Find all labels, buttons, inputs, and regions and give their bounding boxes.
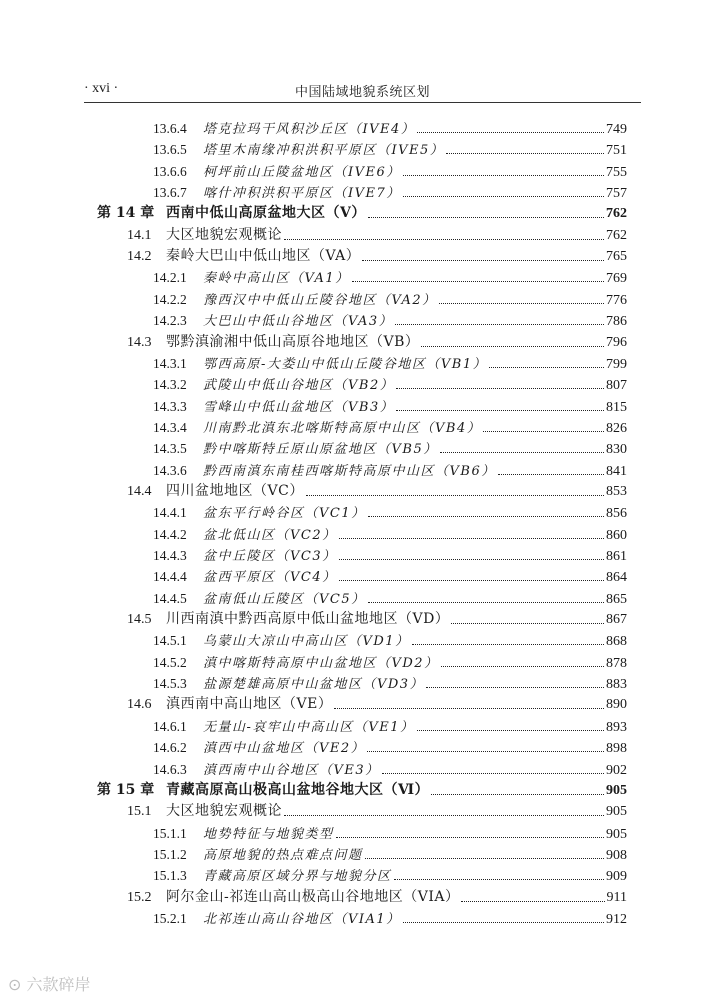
toc-subsection-entry — [153, 823, 627, 844]
toc-chapter-entry — [97, 780, 627, 801]
entry-page-number: 860 — [606, 527, 627, 543]
toc-subsection-entry — [153, 545, 627, 566]
entry-number: 14.3.1 — [153, 355, 187, 371]
dot-leader — [306, 495, 604, 496]
entry-page-number: 908 — [606, 847, 627, 863]
dot-leader — [394, 879, 604, 880]
entry-number: 14.6 — [127, 697, 152, 713]
entry-title: 盆中丘陵区（VC3） — [203, 549, 337, 564]
dot-leader — [417, 132, 604, 133]
entry-number: 15.1.2 — [153, 846, 187, 862]
toc-subsection-entry — [153, 139, 627, 160]
entry-title: 秦岭中高山区（VA1） — [203, 271, 350, 287]
entry-title: 鄂西高原-大娄山中低山丘陵谷地区（VB1） — [203, 356, 488, 372]
entry-number: 14.3.5 — [153, 441, 187, 457]
dot-leader — [426, 687, 604, 688]
toc-subsection-entry — [153, 182, 627, 203]
entry-title: 乌蒙山大凉山中高山区（VD1） — [203, 634, 410, 650]
entry-title: 豫西汉中中低山丘陵谷地区（VA2） — [203, 292, 437, 308]
toc-section-entry — [127, 332, 627, 353]
entry-number: 14.2.2 — [153, 291, 187, 307]
entry-number: 15.1.1 — [153, 825, 187, 841]
toc-subsection-entry — [153, 374, 627, 395]
entry-number: 15.2 — [127, 889, 152, 905]
entry-page-number: 867 — [606, 612, 627, 628]
entry-page-number: 893 — [606, 719, 627, 735]
entry-page-number: 796 — [606, 334, 627, 350]
toc-subsection-entry — [153, 460, 627, 481]
entry-title: 喀什冲积洪积平原区（IVE7） — [203, 186, 401, 202]
dot-leader — [483, 431, 604, 432]
entry-page-number: 912 — [606, 911, 627, 927]
dot-leader — [336, 837, 604, 838]
entry-title: 滇西中山盆地区（VE2） — [203, 741, 366, 757]
entry-page-number: 909 — [606, 869, 627, 885]
entry-page-number: 905 — [606, 782, 627, 798]
toc-subsection-entry — [153, 417, 627, 438]
dot-leader — [365, 858, 604, 859]
entry-title: 大区地貌宏观概论 — [166, 226, 282, 243]
toc-subsection-entry — [153, 716, 627, 737]
dot-leader — [441, 666, 604, 667]
entry-title: 阿尔金山-祁连山高山极高山谷地地区（VIA） — [166, 888, 460, 905]
entry-title: 滇中喀斯特高原中山盆地区（VD2） — [203, 655, 439, 671]
toc-subsection-entry — [153, 737, 627, 758]
dot-leader — [368, 217, 604, 218]
entry-number: 14.5 — [127, 612, 152, 628]
entry-title: 川南黔北滇东北喀斯特高原中山区（VB4） — [203, 420, 482, 436]
entry-title: 地势特征与地貌类型 — [203, 826, 334, 842]
entry-title: 雪峰山中低山盆地区（VB3） — [203, 399, 395, 415]
entry-page-number: 815 — [606, 399, 627, 415]
entry-number: 14.4.4 — [153, 569, 187, 585]
entry-title: 盆北低山区（VC2） — [203, 527, 337, 543]
entry-title: 盆西平原区（VC4） — [203, 570, 337, 586]
entry-page-number: 762 — [606, 206, 627, 222]
toc-subsection-entry — [153, 396, 627, 417]
dot-leader — [421, 346, 604, 347]
entry-title: 北祁连山高山谷地区（VIA1） — [203, 911, 401, 927]
entry-page-number: 868 — [606, 634, 627, 650]
entry-number: 14.6.1 — [153, 718, 187, 734]
entry-number: 14.4 — [127, 483, 152, 499]
entry-number: 14.3 — [127, 334, 152, 350]
dot-leader — [368, 516, 604, 517]
entry-number: 14.3.6 — [153, 462, 187, 478]
entry-number: 13.6.4 — [153, 121, 187, 136]
watermark: ⊙ 六款碎岸 — [8, 975, 91, 994]
dot-leader — [284, 815, 604, 816]
entry-page-number: 905 — [606, 826, 627, 842]
entry-number: 13.6.7 — [153, 185, 187, 201]
dot-leader — [339, 580, 604, 581]
entry-page-number: 878 — [606, 655, 627, 671]
dot-leader — [362, 260, 604, 261]
entry-page-number: 769 — [606, 271, 627, 287]
dot-leader — [446, 153, 604, 154]
toc-section-entry — [127, 481, 627, 502]
dot-leader — [489, 367, 604, 368]
dot-leader — [417, 730, 604, 731]
entry-title: 青藏高原区域分界与地貌分区 — [203, 869, 392, 885]
entry-page-number: 841 — [606, 463, 627, 479]
toc-subsection-entry — [153, 353, 627, 374]
entry-title: 鄂黔滇渝湘中低山高原谷地地区（VB） — [166, 333, 420, 350]
entry-number: 14.2.1 — [153, 270, 187, 286]
toc-section-entry — [127, 609, 627, 630]
dot-leader — [440, 452, 604, 453]
entry-page-number: 856 — [606, 506, 627, 522]
dot-leader — [339, 559, 604, 560]
entry-number: 第 14 章 — [97, 205, 155, 222]
dot-leader — [368, 602, 604, 603]
entry-title: 西南中低山高原盆地大区（Ⅴ） — [166, 205, 366, 222]
entry-title: 武陵山中低山谷地区（VB2） — [203, 378, 395, 394]
toc-section-entry — [127, 887, 627, 908]
entry-number: 第 15 章 — [97, 781, 155, 798]
toc-subsection-entry — [153, 673, 627, 694]
entry-number: 14.4.3 — [153, 548, 187, 563]
entry-page-number: 853 — [606, 483, 627, 499]
entry-number: 14.3.3 — [153, 398, 187, 414]
entry-page-number: 765 — [606, 249, 627, 265]
toc-section-entry — [127, 694, 627, 715]
entry-page-number: 755 — [606, 164, 627, 180]
entry-title: 滇西南中高山地区（VE） — [166, 696, 333, 713]
entry-number: 13.6.5 — [153, 142, 187, 158]
entry-page-number: 861 — [606, 549, 627, 564]
toc-subsection-entry — [153, 630, 627, 651]
entry-number: 15.1 — [127, 804, 152, 820]
dot-leader — [367, 751, 604, 752]
toc-subsection-entry — [153, 289, 627, 310]
dot-leader — [396, 388, 604, 389]
dot-leader — [439, 303, 604, 304]
dot-leader — [431, 794, 604, 795]
dot-leader — [352, 281, 604, 282]
entry-number: 14.5.1 — [153, 633, 187, 649]
entry-number: 14.2 — [127, 249, 152, 265]
entry-number: 14.4.1 — [153, 505, 187, 521]
toc-section-entry — [127, 246, 627, 267]
toc-subsection-entry — [153, 524, 627, 545]
entry-title: 盆东平行岭谷区（VC1） — [203, 506, 366, 522]
entry-number: 14.1 — [127, 227, 152, 243]
dot-leader — [284, 239, 604, 240]
dot-leader — [382, 773, 604, 774]
entry-title: 塔克拉玛干风积沙丘区（IVE4） — [203, 122, 416, 137]
entry-page-number: 905 — [606, 804, 627, 820]
toc-subsection-entry — [153, 502, 627, 523]
entry-page-number: 865 — [606, 591, 627, 607]
entry-title: 塔里木南缘冲积洪积平原区（IVE5） — [203, 143, 445, 159]
entry-number: 14.5.2 — [153, 654, 187, 670]
running-header — [84, 80, 641, 103]
entry-page-number: 864 — [606, 570, 627, 586]
entry-number: 13.6.6 — [153, 163, 187, 179]
toc-subsection-entry — [153, 908, 627, 929]
entry-title: 青藏高原高山极高山盆地谷地大区（Ⅵ） — [166, 781, 430, 798]
toc-subsection-entry — [153, 844, 627, 865]
toc-subsection-entry — [153, 310, 627, 331]
dot-leader — [395, 324, 604, 325]
dot-leader — [403, 175, 604, 176]
entry-number: 15.1.3 — [153, 868, 187, 884]
toc-subsection-entry — [153, 865, 627, 886]
entry-page-number: 807 — [606, 378, 627, 394]
entry-number: 14.5.3 — [153, 676, 187, 692]
entry-title: 盐源楚雄高原中山盆地区（VD3） — [203, 677, 425, 693]
entry-title: 滇西南中山谷地区（VE3） — [203, 762, 380, 778]
dot-leader — [498, 474, 604, 475]
entry-title: 无量山-哀牢山中高山区（VE1） — [203, 719, 415, 735]
page-number: · xvi · — [84, 81, 119, 96]
entry-number: 15.2.1 — [153, 910, 187, 926]
dot-leader — [451, 623, 604, 624]
toc-subsection-entry — [153, 652, 627, 673]
entry-number: 14.4.5 — [153, 590, 187, 606]
entry-number: 14.3.2 — [153, 377, 187, 393]
toc-section-entry — [127, 225, 627, 246]
entry-page-number: 890 — [606, 697, 627, 713]
entry-number: 14.2.3 — [153, 313, 187, 329]
running-title: 中国陆域地貌系统区划 — [294, 85, 430, 100]
entry-title: 黔中喀斯特丘原山原盆地区（VB5） — [203, 442, 438, 458]
entry-title: 柯坪前山丘陵盆地区（IVE6） — [203, 164, 401, 180]
toc-subsection-entry — [153, 267, 627, 288]
entry-title: 高原地貌的热点难点问题 — [203, 847, 363, 863]
entry-title: 四川盆地地区（VC） — [166, 482, 304, 499]
entry-page-number: 749 — [606, 122, 627, 137]
entry-title: 盆南低山丘陵区（VC5） — [203, 591, 366, 607]
dot-leader — [461, 901, 604, 902]
toc-subsection-entry — [153, 566, 627, 587]
toc-subsection-entry — [153, 759, 627, 780]
entry-page-number: 830 — [606, 442, 627, 458]
entry-page-number: 786 — [606, 314, 627, 330]
entry-page-number: 883 — [606, 677, 627, 693]
entry-number: 14.6.2 — [153, 740, 187, 756]
entry-title: 川西南滇中黔西高原中低山盆地地区（VD） — [166, 611, 450, 628]
entry-page-number: 776 — [606, 292, 627, 308]
entry-page-number: 902 — [606, 762, 627, 778]
entry-title: 大巴山中低山谷地区（VA3） — [203, 314, 394, 330]
toc-subsection-entry — [153, 118, 627, 139]
toc-subsection-entry — [153, 588, 627, 609]
toc-section-entry — [127, 801, 627, 822]
entry-title: 大区地貌宏观概论 — [166, 803, 282, 820]
entry-page-number: 911 — [606, 889, 627, 905]
entry-page-number: 799 — [606, 356, 627, 372]
toc-subsection-entry — [153, 438, 627, 459]
toc-chapter-entry — [97, 203, 627, 224]
dot-leader — [403, 922, 604, 923]
toc-subsection-entry — [153, 161, 627, 182]
entry-page-number: 751 — [606, 143, 627, 159]
entry-number: 14.6.3 — [153, 761, 187, 777]
entry-title: 秦岭大巴山中低山地区（VA） — [166, 248, 361, 265]
entry-title: 黔西南滇东南桂西喀斯特高原中山区（VB6） — [203, 463, 496, 479]
entry-page-number: 898 — [606, 741, 627, 757]
dot-leader — [334, 708, 604, 709]
dot-leader — [339, 538, 604, 539]
entry-page-number: 826 — [606, 420, 627, 436]
dot-leader — [403, 196, 604, 197]
dot-leader — [396, 410, 604, 411]
entry-number: 14.4.2 — [153, 526, 187, 542]
entry-page-number: 757 — [606, 186, 627, 202]
dot-leader — [412, 644, 604, 645]
entry-number: 14.3.4 — [153, 419, 187, 435]
entry-page-number: 762 — [606, 227, 627, 243]
